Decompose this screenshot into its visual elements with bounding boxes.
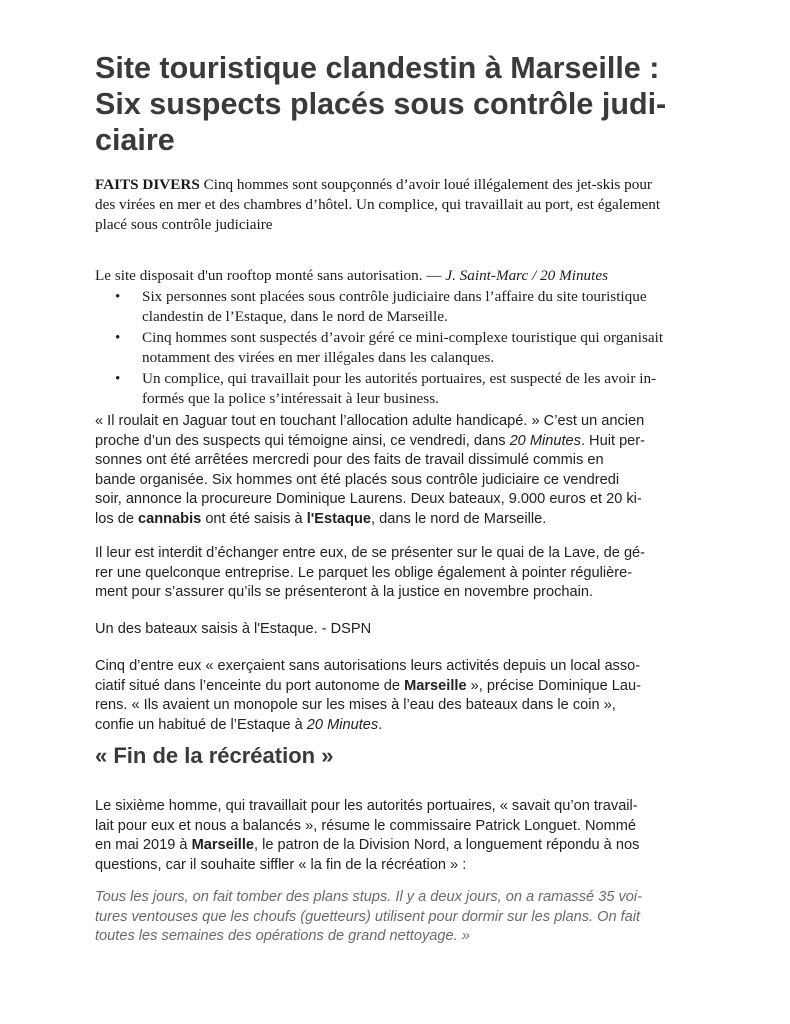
- summary-bullet: [115, 287, 715, 326]
- body-paragraph-4: [95, 797, 715, 875]
- paragraph-line: rer une quelconque entreprise. Le parquet les oblige également à pointer régulière-: [95, 564, 633, 581]
- bullet-line: clandestin de l’Estaque, dans le nord de Marseille.: [142, 307, 448, 325]
- bullet-line: Cinq hommes sont suspectés d’avoir géré ce mini-complexe touristique qui organisait: [142, 329, 664, 346]
- title-line: ciaire: [95, 123, 175, 157]
- caption-text: Le site disposait d'un rooftop monté sans autorisation. —: [95, 267, 446, 284]
- text-run: confie un habitué de l’Estaque à: [95, 716, 307, 733]
- section-label: FAITS DIVERS: [95, 176, 200, 193]
- paragraph-line: [95, 432, 715, 452]
- bullet-icon: •: [115, 329, 121, 346]
- bullet-icon: •: [115, 370, 121, 387]
- paragraph-line: [95, 510, 715, 530]
- keyword-link[interactable]: cannabis: [138, 510, 202, 527]
- summary-bullet: [115, 369, 715, 408]
- keyword-link[interactable]: Marseille: [191, 837, 255, 854]
- title-line: Six suspects placés sous contrôle judi-: [95, 87, 667, 121]
- summary-bullet: [115, 328, 715, 367]
- bullet-icon: •: [115, 288, 121, 305]
- paragraph-line: Il leur est interdit d’échanger entre eux, de se présenter sur le quai de la Lave, de gé-: [95, 545, 646, 561]
- paragraph-line: sonnes ont été arrêtées mercredi pour des faits de travail dissimulé commis en: [95, 452, 604, 469]
- quote-line: tures ventouses que les choufs (guetteurs) utilisent pour dormir sur les plans. On fait: [95, 908, 641, 925]
- bullet-line: Un complice, qui travaillait pour les autorités portuaires, est suspecté de les avoir in-: [142, 370, 657, 387]
- quote-line: Tous les jours, on fait tomber des plans stups. Il y a deux jours, on a ramassé 35 voi-: [95, 889, 643, 905]
- bullet-line: notamment des virées en mer illégales dans les calanques.: [142, 348, 495, 366]
- paragraph-line: bande organisée. Six hommes ont été placés sous contrôle judiciaire ce vendredi: [95, 471, 620, 488]
- text-run: .: [378, 716, 383, 733]
- bullet-line: formés que la police s’intéressait à leur business.: [142, 389, 439, 407]
- source-name: 20 Minutes: [306, 716, 379, 733]
- article-title: [95, 50, 715, 158]
- body-paragraph-1: [95, 412, 715, 530]
- text-run: . Huit per-: [580, 432, 646, 449]
- text-run: , dans le nord de Marseille.: [371, 510, 547, 527]
- photo-caption-2: [95, 620, 715, 640]
- text-run: , le patron de la Division Nord, a longuement répondu à nos: [254, 837, 640, 854]
- paragraph-line: [95, 677, 715, 697]
- paragraph-line: ment pour s’assurer qu’ils se présenteront à la justice en novembre prochain.: [95, 584, 594, 601]
- article-lead: [95, 175, 705, 235]
- text-run: proche d’un des suspects qui témoigne ainsi, ce vendredi, dans: [95, 432, 510, 449]
- lead-text: Cinq hommes sont soupçonnés d’avoir loué illégalement des jet-skis pour: [199, 176, 652, 193]
- text-run: », précise Dominique Lau-: [466, 677, 641, 694]
- paragraph-line: Cinq d’entre eux « exerçaient sans autorisations leurs activités depuis un local asso-: [95, 658, 641, 674]
- caption-credit: J. Saint-Marc / 20 Minutes: [445, 267, 609, 284]
- paragraph-line: « Il roulait en Jaguar tout en touchant l’allocation adulte handicapé. » C’est un ancien: [95, 413, 645, 429]
- paragraph-line: Le sixième homme, qui travaillait pour les autorités portuaires, « savait qu’on travail-: [95, 798, 638, 814]
- caption-line: Un des bateaux saisis à l'Estaque. - DSPN: [95, 621, 372, 637]
- lead-line: [95, 175, 705, 195]
- blockquote: [95, 888, 715, 947]
- title-line: Site touristique clandestin à Marseille :: [95, 51, 660, 85]
- paragraph-line: [95, 836, 715, 856]
- paragraph-line: soir, annonce la procureure Dominique Laurens. Deux bateaux, 9.000 euros et 20 ki-: [95, 491, 642, 508]
- keyword-link[interactable]: Marseille: [404, 677, 467, 694]
- photo-caption: [95, 266, 715, 286]
- lead-line: placé sous contrôle judiciaire: [95, 216, 273, 233]
- paragraph-line: [95, 716, 715, 736]
- section-subheading: « Fin de la récréation »: [95, 743, 334, 768]
- lead-line: des virées en mer et des chambres d’hôtel. Un complice, qui travaillait au port, est également: [95, 196, 661, 213]
- body-paragraph-2: [95, 544, 715, 603]
- paragraph-line: questions, car il souhaite siffler « la fin de la récréation » :: [95, 856, 467, 873]
- text-run: ont été saisis à: [201, 510, 307, 527]
- paragraph-line: rens. « Ils avaient un monopole sur les mises à l’eau des bateaux dans le coin »,: [95, 697, 616, 714]
- text-run: los de: [95, 510, 138, 527]
- paragraph-line: lait pour eux et nous a balancés », résume le commissaire Patrick Longuet. Nommé: [95, 817, 637, 834]
- text-run: ciatif situé dans l’enceinte du port autonome de: [95, 677, 405, 694]
- source-name: 20 Minutes: [509, 432, 581, 449]
- bullet-line: Six personnes sont placées sous contrôle judiciaire dans l’affaire du site touristique: [142, 288, 647, 305]
- keyword-link[interactable]: l'Estaque: [306, 510, 372, 527]
- text-run: en mai 2019 à: [95, 837, 192, 854]
- summary-bullet-list: [115, 287, 715, 410]
- quote-line: toutes les semaines des opérations de grand nettoyage. »: [95, 928, 470, 945]
- body-paragraph-3: [95, 657, 715, 735]
